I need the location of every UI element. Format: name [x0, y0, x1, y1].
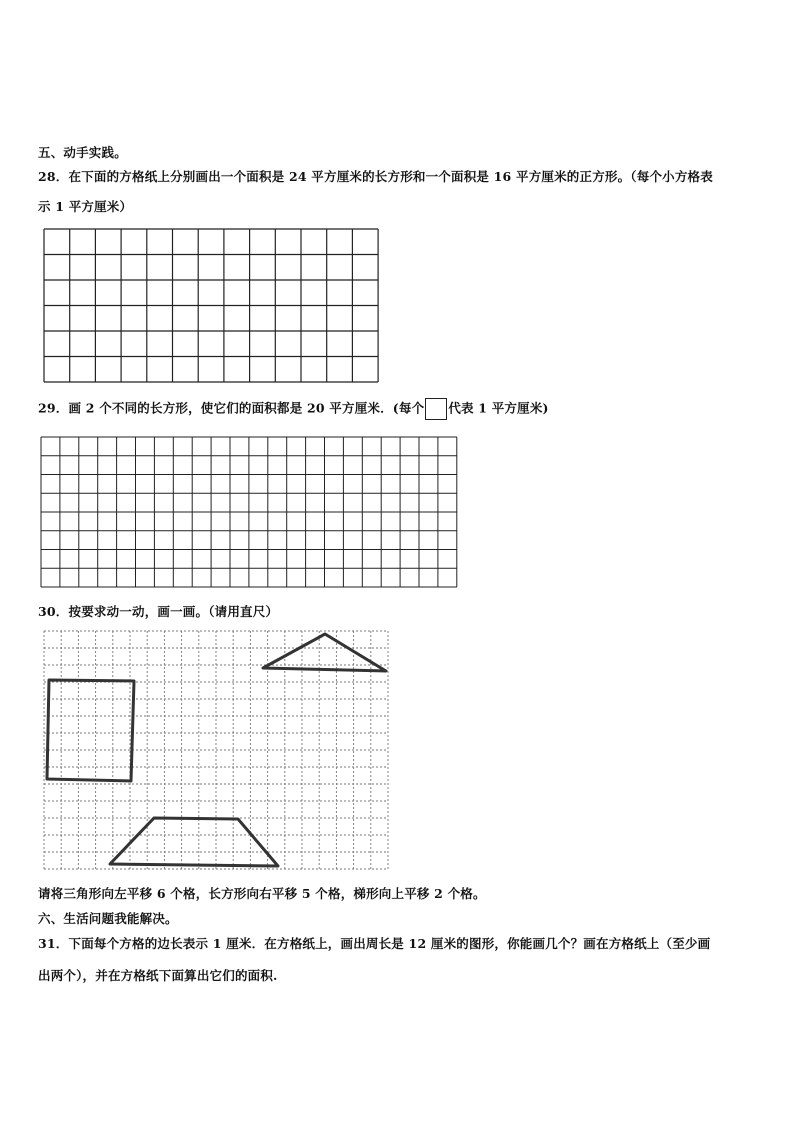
q31-text-line2: 出两个），并在方格纸下面算出它们的面积.	[38, 968, 278, 983]
trapezoid-shape	[110, 818, 278, 866]
section-six-title: 六、生活问题我能解决。	[38, 911, 178, 926]
q31-text-line1: 31．下面每个方格的边长表示 1 厘米．在方格纸上，画出周长是 12 厘米的图形，你能画几个？画在方格纸上（至少画	[38, 936, 711, 951]
q30-instruction: 请将三角形向左平移 6 个格，长方形向右平移 5 个格，梯形向上平移 2 个格。	[38, 886, 486, 901]
q29-text-before: 29．画 2 个不同的长方形，使它们的面积都是 20 平方厘米．(每个	[38, 400, 425, 416]
q30-title: 30．按要求动一动，画一画。（请用直尺）	[38, 604, 279, 619]
q29-text-after: 代表 1 平方厘米)	[448, 400, 549, 416]
section-five-title: 五、动手实践。	[38, 145, 127, 160]
rectangle-shape	[47, 680, 134, 781]
triangle-shape	[263, 634, 386, 671]
q28-text-line2: 示 1 平方厘米）	[38, 199, 133, 214]
q28-text-line1: 28．在下面的方格纸上分别画出一个面积是 24 平方厘米的长方形和一个面积是 16 平方厘米的正方形。（每个小方格表	[38, 169, 713, 184]
